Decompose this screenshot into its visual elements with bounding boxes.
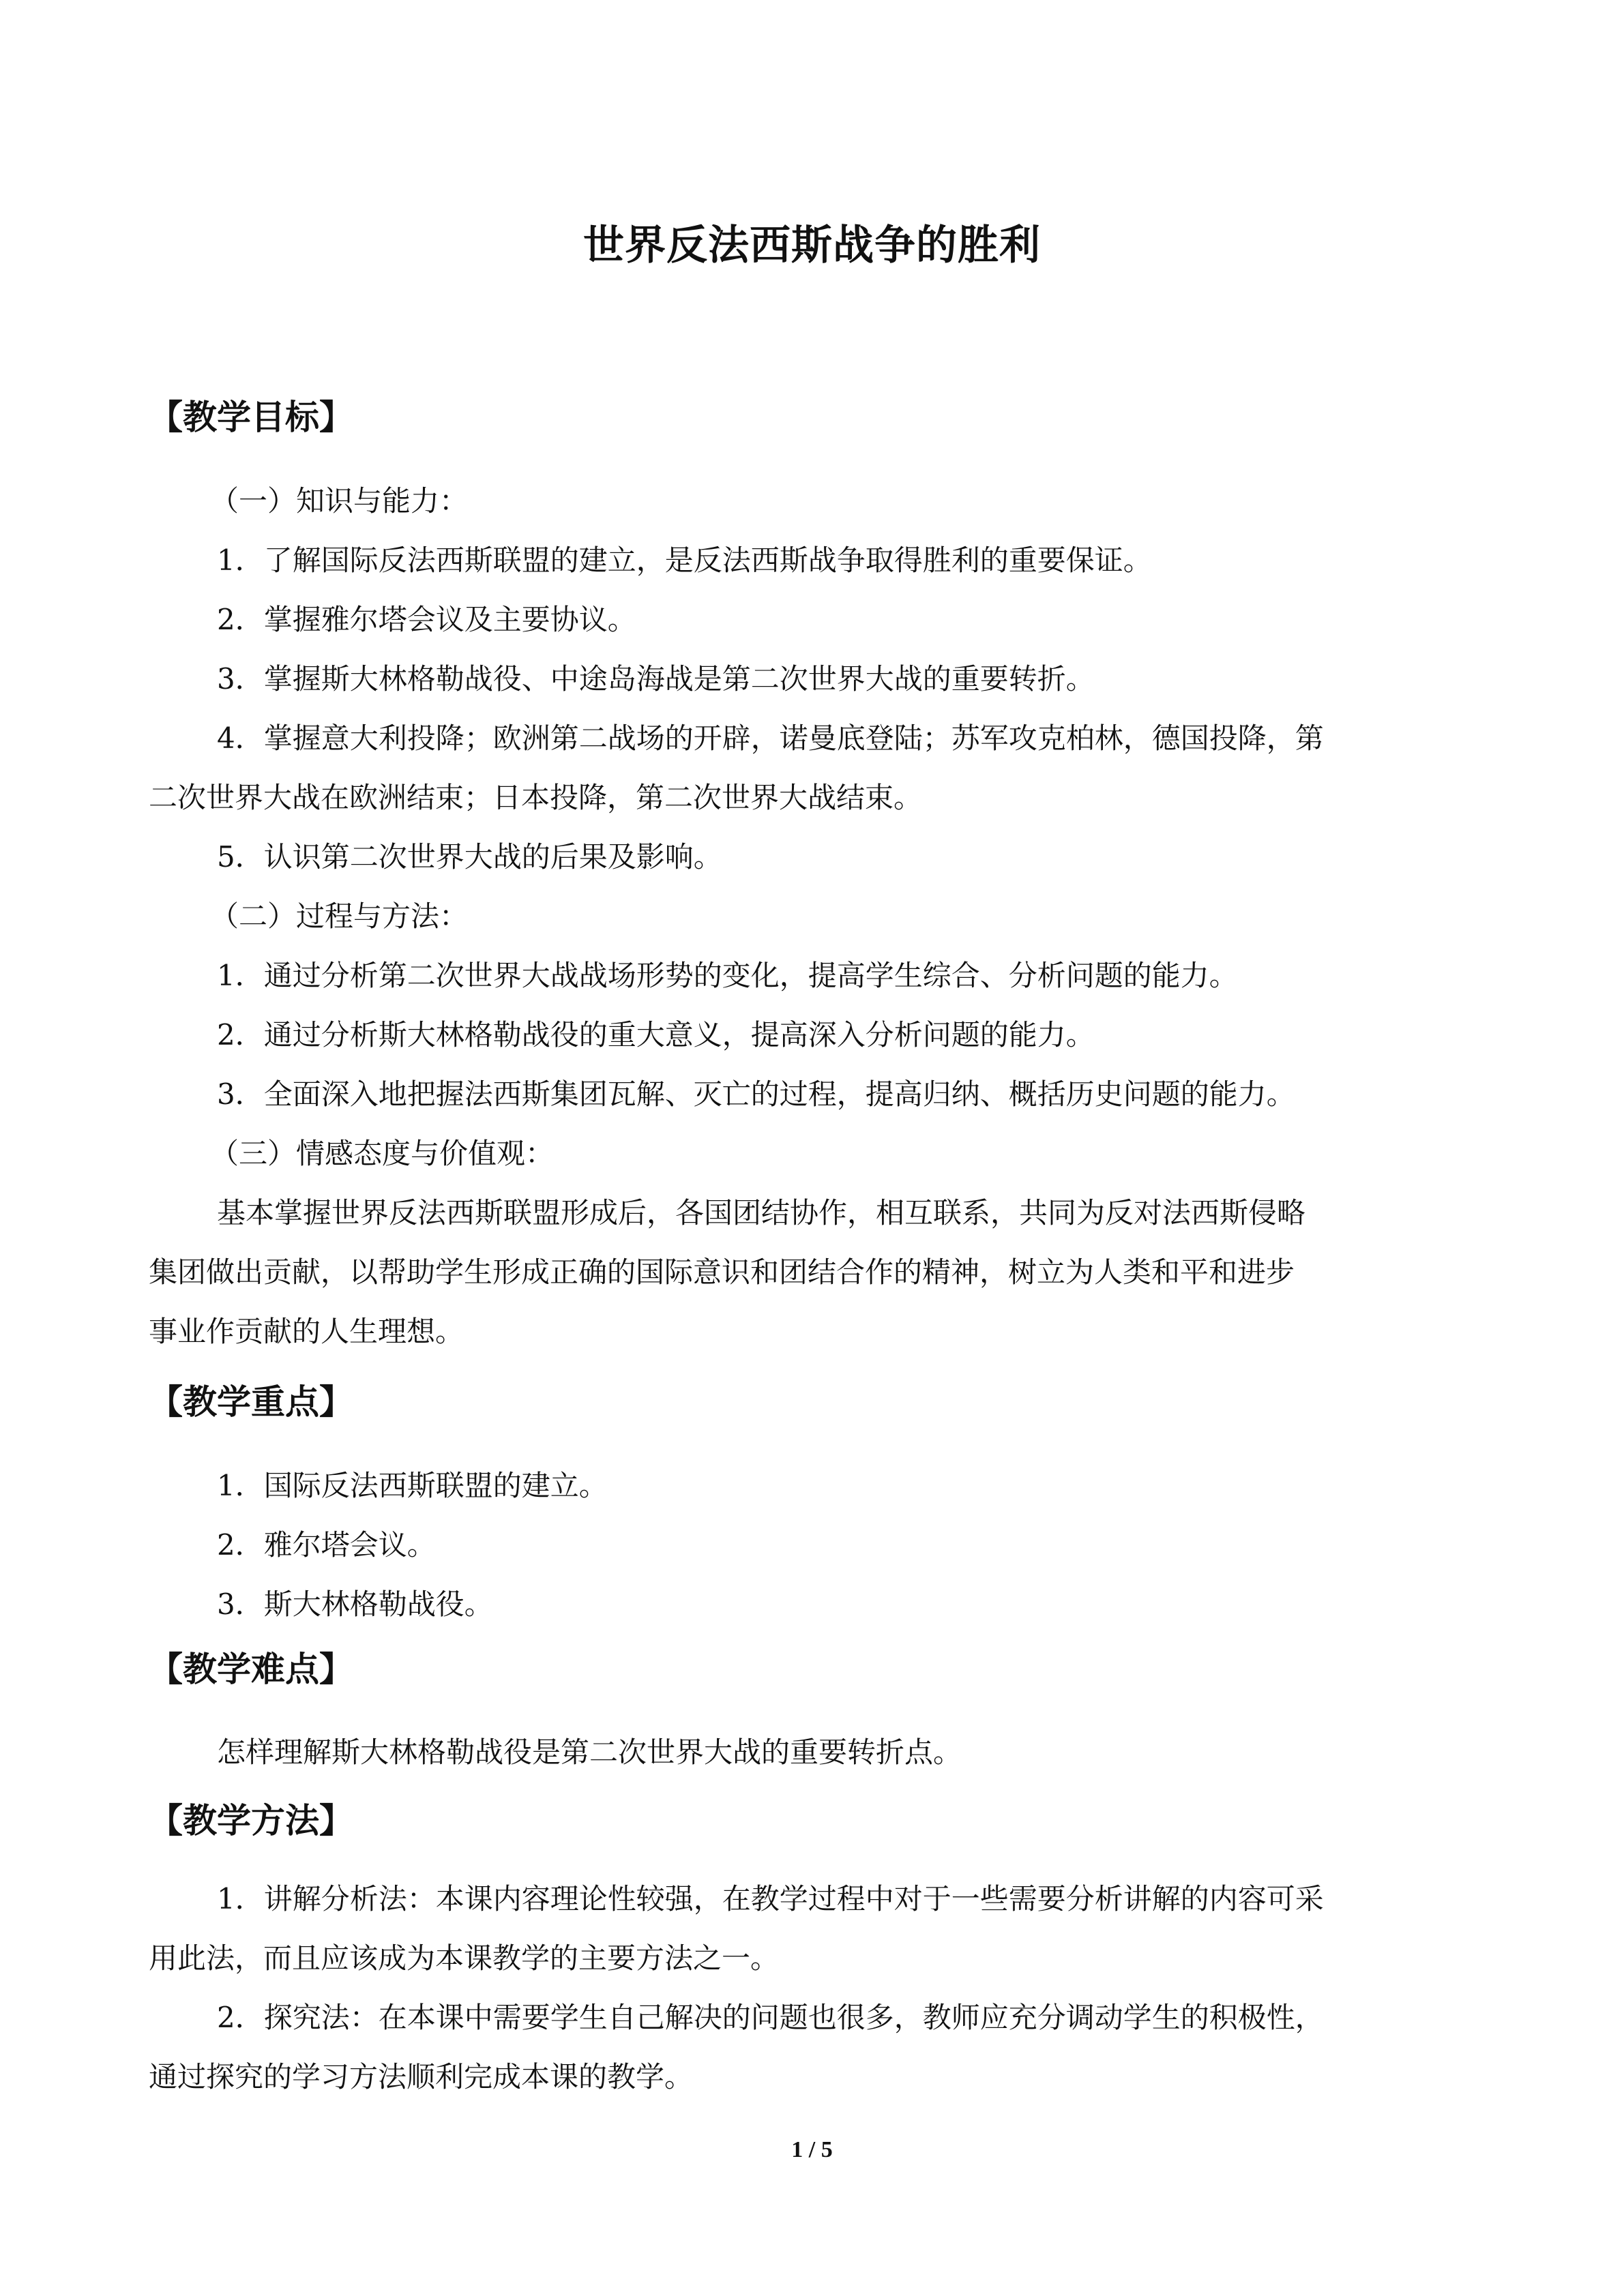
list-item-continuation: 通过探究的学习方法顺利完成本课的教学。 xyxy=(149,2060,694,2093)
section-heading-difficulty: 【教学难点】 xyxy=(149,1650,353,1689)
paragraph-line: 集团做出贡献，以帮助学生形成正确的国际意识和团结合作的精神，树立为人类和平和进步 xyxy=(149,1255,1295,1289)
list-item: 3．斯大林格勒战役。 xyxy=(217,1587,493,1621)
list-item: 4．掌握意大利投降；欧洲第二战场的开辟，诺曼底登陆；苏军攻克柏林，德国投降，第 xyxy=(217,721,1324,755)
list-item: 5．认识第二次世界大战的后果及影响。 xyxy=(217,840,722,874)
list-item: 1．了解国际反法西斯联盟的建立，是反法西斯战争取得胜利的重要保证。 xyxy=(217,543,1152,577)
subheading-knowledge: （一）知识与能力： xyxy=(210,484,469,518)
subheading-process: （二）过程与方法： xyxy=(210,899,469,933)
list-item: 1．讲解分析法：本课内容理论性较强，在教学过程中对于一些需要分析讲解的内容可采 xyxy=(217,1882,1324,1915)
page-number: 1 / 5 xyxy=(791,2137,833,2162)
section-heading-key-points: 【教学重点】 xyxy=(149,1382,353,1422)
paragraph-line: 事业作贡献的人生理想。 xyxy=(149,1315,464,1348)
list-item: 2．探究法：在本课中需要学生自己解决的问题也很多，教师应充分调动学生的积极性， xyxy=(217,2001,1324,2034)
list-item-continuation: 二次世界大战在欧洲结束；日本投降，第二次世界大战结束。 xyxy=(149,781,923,814)
page-title: 世界反法西斯战争的胜利 xyxy=(583,222,1041,269)
list-item-continuation: 用此法，而且应该成为本课教学的主要方法之一。 xyxy=(149,1941,780,1975)
list-item: 2．雅尔塔会议。 xyxy=(217,1528,436,1562)
list-item: 1．国际反法西斯联盟的建立。 xyxy=(217,1469,608,1502)
paragraph-line: 基本掌握世界反法西斯联盟形成后，各国团结协作，相互联系，共同为反对法西斯侵略 xyxy=(217,1196,1306,1229)
list-item: 2．掌握雅尔塔会议及主要协议。 xyxy=(217,603,636,636)
list-item: 2．通过分析斯大林格勒战役的重大意义，提高深入分析问题的能力。 xyxy=(217,1018,1095,1052)
list-item: 3．全面深入地把握法西斯集团瓦解、灭亡的过程，提高归纳、概括历史问题的能力。 xyxy=(217,1077,1295,1111)
list-item: 3．掌握斯大林格勒战役、中途岛海战是第二次世界大战的重要转折。 xyxy=(217,662,1095,696)
paragraph-line: 怎样理解斯大林格勒战役是第二次世界大战的重要转折点。 xyxy=(217,1735,962,1769)
section-heading-objectives: 【教学目标】 xyxy=(149,398,353,437)
section-heading-methods: 【教学方法】 xyxy=(149,1801,353,1840)
subheading-values: （三）情感态度与价值观： xyxy=(210,1137,555,1170)
list-item: 1．通过分析第二次世界大战战场形势的变化，提高学生综合、分析问题的能力。 xyxy=(217,959,1238,992)
